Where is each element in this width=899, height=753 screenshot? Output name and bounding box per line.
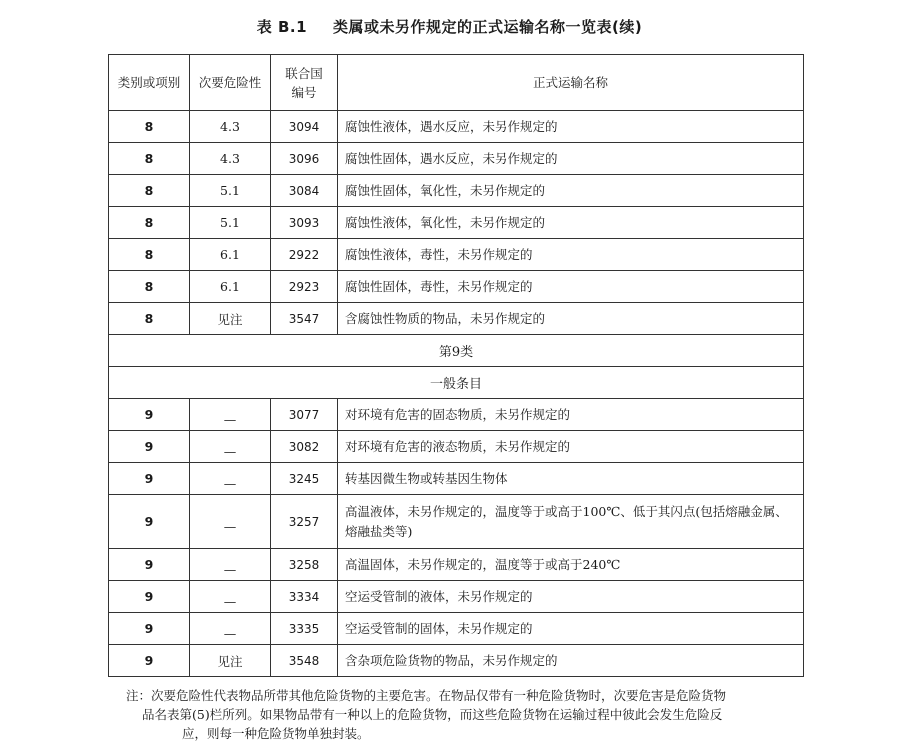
- class-value: 8: [144, 119, 154, 134]
- class-value: 8: [144, 215, 154, 230]
- subsidiary-cell: [190, 143, 271, 175]
- un-number-cell: [271, 111, 338, 143]
- un-number-value: 3082: [288, 440, 320, 454]
- un-number-cell: [271, 463, 338, 495]
- table-row: [109, 239, 804, 271]
- shipping-name-value: 腐蚀性固体，遇水反应，未另作规定的: [345, 150, 558, 166]
- shipping-name-cell: [338, 549, 804, 581]
- class-value: 8: [144, 311, 154, 326]
- class-value: 9: [144, 514, 154, 529]
- class-cell: [109, 549, 190, 581]
- subsidiary-cell: [190, 175, 271, 207]
- table-title-text: 类属或未另作规定的正式运输名称一览表(续): [333, 18, 643, 36]
- class-cell: [109, 175, 190, 207]
- class-cell: [109, 303, 190, 335]
- un-number-value: 3096: [288, 152, 320, 166]
- class-value: 8: [144, 151, 154, 166]
- un-number-value: 3547: [288, 312, 320, 326]
- table-row: [109, 207, 804, 239]
- shipping-name-cell: [338, 207, 804, 239]
- subsidiary-cell: [190, 239, 271, 271]
- shipping-name-cell: [338, 495, 804, 549]
- shipping-name-cell: [338, 399, 804, 431]
- subsidiary-value: 5.1: [220, 183, 240, 198]
- class-cell: [109, 207, 190, 239]
- class-value: 9: [144, 621, 154, 636]
- table-header-row: [109, 55, 804, 111]
- table-row: [109, 175, 804, 207]
- subsidiary-value: —: [223, 476, 237, 491]
- table-row: [109, 111, 804, 143]
- subsidiary-value: 4.3: [220, 151, 240, 166]
- class-cell: [109, 495, 190, 549]
- subsidiary-cell: [190, 431, 271, 463]
- subsidiary-value: —: [223, 412, 237, 427]
- class-value: 8: [144, 183, 154, 198]
- subsidiary-value: 5.1: [220, 215, 240, 230]
- class-cell: [109, 581, 190, 613]
- subsidiary-cell: [190, 303, 271, 335]
- class-cell: [109, 613, 190, 645]
- un-number-value: 3094: [288, 120, 320, 134]
- shipping-name-cell: [338, 581, 804, 613]
- shipping-name-cell: [338, 613, 804, 645]
- table-row: [109, 271, 804, 303]
- subsidiary-value: —: [223, 444, 237, 459]
- un-number-cell: [271, 645, 338, 677]
- un-number-value: 3093: [288, 216, 320, 230]
- table-row: [109, 581, 804, 613]
- un-number-value: 3258: [288, 558, 320, 572]
- class-value: 9: [144, 407, 154, 422]
- table-row: [109, 463, 804, 495]
- shipping-name-value: 腐蚀性固体，毒性，未另作规定的: [345, 278, 533, 294]
- shipping-name-cell: [338, 271, 804, 303]
- subsidiary-cell: [190, 463, 271, 495]
- un-number-cell: [271, 495, 338, 549]
- subsidiary-cell: [190, 645, 271, 677]
- subsidiary-cell: [190, 549, 271, 581]
- subsidiary-cell: [190, 271, 271, 303]
- header-subsidiary-risk: 次要危险性: [190, 55, 271, 111]
- un-number-cell: [271, 207, 338, 239]
- shipping-name-value: 对环境有危害的液态物质，未另作规定的: [345, 438, 571, 454]
- subsidiary-value: 6.1: [220, 279, 240, 294]
- subsidiary-cell: [190, 111, 271, 143]
- un-number-value: 3335: [288, 622, 320, 636]
- transport-names-table: [108, 54, 804, 677]
- shipping-name-value: 高温固体，未另作规定的，温度等于或高于240℃: [345, 556, 621, 572]
- shipping-name-value: 腐蚀性液体，毒性，未另作规定的: [345, 246, 533, 262]
- shipping-name-cell: [338, 303, 804, 335]
- header-un-number: [271, 55, 338, 111]
- section-heading-general-entries-row: [109, 367, 804, 399]
- shipping-name-cell: [338, 239, 804, 271]
- subsidiary-cell: [190, 581, 271, 613]
- shipping-name-value: 含杂项危险货物的物品，未另作规定的: [345, 652, 558, 668]
- un-number-cell: [271, 303, 338, 335]
- header-shipping-name: 正式运输名称: [338, 55, 804, 111]
- note-line-1: 注：次要危险性代表物品所带其他危险货物的主要危害。在物品仅带有一种危险货物时，次要危害是危险货物: [126, 688, 727, 703]
- section-heading-class-9-row: [109, 335, 804, 367]
- note-line-2: 品名表第(5)栏所列。如果物品带有一种以上的危险货物，而这些危险货物在运输过程中彼此会发生危险反: [142, 707, 723, 722]
- un-number-cell: [271, 613, 338, 645]
- un-number-value: 3548: [288, 654, 320, 668]
- subsidiary-cell: [190, 207, 271, 239]
- shipping-name-cell: [338, 463, 804, 495]
- un-number-cell: [271, 175, 338, 207]
- un-number-cell: [271, 431, 338, 463]
- subsidiary-value: 见注: [217, 311, 243, 327]
- table-row: [109, 549, 804, 581]
- shipping-name-value: 含腐蚀性物质的物品，未另作规定的: [345, 310, 546, 326]
- shipping-name-value: 转基因微生物或转基因生物体: [345, 470, 508, 486]
- class-cell: [109, 271, 190, 303]
- table-row: [109, 645, 804, 677]
- class-cell: [109, 111, 190, 143]
- un-number-value: 2923: [288, 280, 320, 294]
- class-cell: [109, 143, 190, 175]
- class-value: 8: [144, 279, 154, 294]
- un-number-cell: [271, 239, 338, 271]
- shipping-name-cell: [338, 111, 804, 143]
- table-row: [109, 431, 804, 463]
- un-number-cell: [271, 549, 338, 581]
- subsidiary-value: —: [223, 562, 237, 577]
- subsidiary-value: —: [223, 519, 237, 534]
- shipping-name-value: 对环境有危害的固态物质，未另作规定的: [345, 406, 571, 422]
- subsidiary-value: —: [223, 594, 237, 609]
- subsidiary-cell: [190, 399, 271, 431]
- note-line-3: 应，则每一种危险货物单独封装。: [182, 726, 370, 741]
- subsidiary-cell: [190, 495, 271, 549]
- subsidiary-value: —: [223, 626, 237, 641]
- header-class: 类别或项别: [109, 55, 190, 111]
- un-number-value: 3334: [288, 590, 320, 604]
- shipping-name-value: 腐蚀性液体，氧化性，未另作规定的: [345, 214, 546, 230]
- un-number-value: 2922: [288, 248, 320, 262]
- shipping-name-value: 腐蚀性固体，氧化性，未另作规定的: [345, 182, 546, 198]
- class-cell: [109, 645, 190, 677]
- class-cell: [109, 239, 190, 271]
- subsidiary-value: 见注: [217, 653, 243, 669]
- shipping-name-cell: [338, 431, 804, 463]
- un-number-value: 3245: [288, 472, 320, 486]
- table-note: [126, 686, 806, 743]
- table-row: [109, 303, 804, 335]
- class-value: 9: [144, 589, 154, 604]
- un-number-value: 3257: [288, 515, 320, 529]
- class-value: 9: [144, 439, 154, 454]
- class-value: 9: [144, 653, 154, 668]
- class-value: 9: [144, 471, 154, 486]
- table-row: [109, 143, 804, 175]
- un-number-cell: [271, 399, 338, 431]
- un-number-cell: [271, 143, 338, 175]
- subsidiary-value: 6.1: [220, 247, 240, 262]
- table-row: [109, 399, 804, 431]
- class-cell: [109, 399, 190, 431]
- section-heading-general-entries: 一般条目: [109, 367, 804, 399]
- un-number-cell: [271, 581, 338, 613]
- table-row: [109, 495, 804, 549]
- subsidiary-cell: [190, 613, 271, 645]
- shipping-name-value: 空运受管制的固体，未另作规定的: [345, 620, 533, 636]
- shipping-name-value: 高温液体，未另作规定的，温度等于或高于100℃、低于其闪点(包括熔融金属、熔融盐类等): [345, 503, 788, 539]
- un-number-value: 3084: [288, 184, 320, 198]
- shipping-name-value: 腐蚀性液体，遇水反应，未另作规定的: [345, 118, 558, 134]
- table-title: [0, 16, 899, 37]
- un-number-value: 3077: [288, 408, 320, 422]
- shipping-name-cell: [338, 143, 804, 175]
- shipping-name-cell: [338, 175, 804, 207]
- class-cell: [109, 463, 190, 495]
- header-un-number-text: 联合国编号: [285, 65, 323, 100]
- section-heading-class-9: 第9类: [109, 335, 804, 367]
- un-number-cell: [271, 271, 338, 303]
- shipping-name-value: 空运受管制的液体，未另作规定的: [345, 588, 533, 604]
- shipping-name-cell: [338, 645, 804, 677]
- class-cell: [109, 431, 190, 463]
- class-value: 9: [144, 557, 154, 572]
- subsidiary-value: 4.3: [220, 119, 240, 134]
- table-label: 表 B.1: [256, 18, 308, 36]
- class-value: 8: [144, 247, 154, 262]
- table-row: [109, 613, 804, 645]
